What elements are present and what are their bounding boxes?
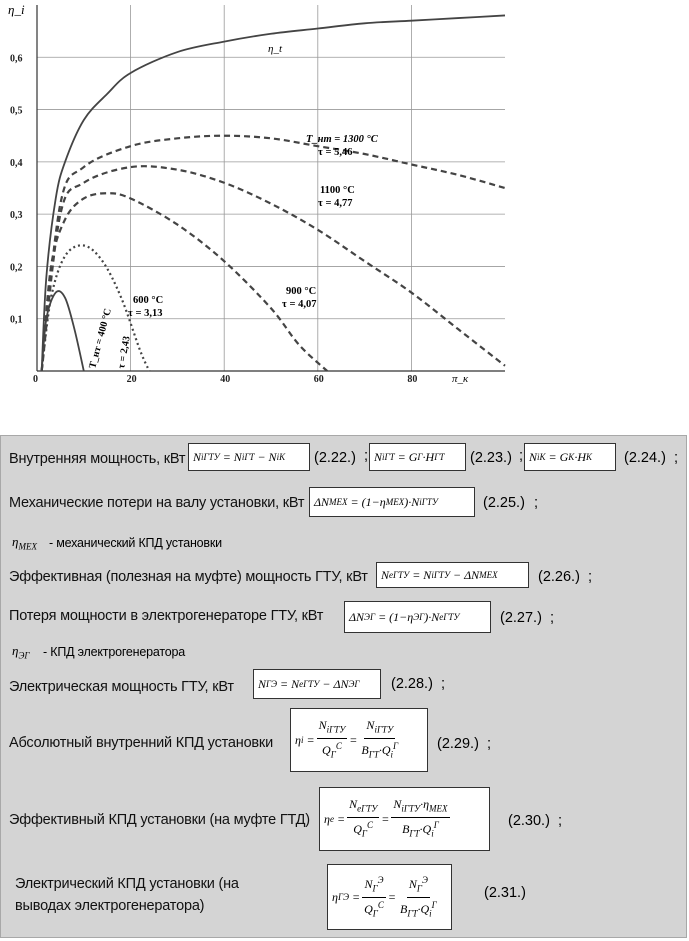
note-mech-efficiency: - механический КПД установки: [49, 536, 222, 550]
eq-number-228: (2.28.): [391, 676, 433, 692]
separator-229: ;: [487, 736, 492, 752]
separator-222: ;: [364, 448, 369, 464]
annotation-tau-243: τ = 2,43: [116, 335, 133, 370]
eq-number-231: (2.31.): [484, 885, 526, 901]
formula-box-224: N iK = G K ·H K: [524, 443, 616, 471]
eq-number-223: (2.23.): [470, 450, 512, 466]
label-effective-efficiency: Эффективный КПД установки (на муфте ГТД): [9, 812, 310, 828]
symbol-eta-mex: $\eta_{МЕХ}$: [12, 534, 37, 552]
x-tick-label: 20: [126, 374, 137, 385]
formula-box-230: η e = $\frac{N_{eГТУ}}{Q_Г^C}$ = $\frac{N_{iГТУ}\cdot\eta_{МЕХ}}{B_{ГТ}\cdot Q_i^Г}$: [319, 787, 490, 851]
chart-ticks: [10, 53, 417, 385]
y-tick-label: 0,3: [10, 210, 23, 222]
eq-number-226: (2.26.): [538, 569, 580, 585]
eq-number-225: (2.25.): [483, 495, 525, 511]
formula-box-222: N iГТУ = N iГТ − N iK: [188, 443, 310, 471]
formula-box-229: η i = $\frac{N_{iГТУ}}{Q_Г^C}$ = $\frac{N_{iГТУ}}{B_{ГТ}\cdot Q_i^Г}$: [290, 708, 428, 772]
note-generator-efficiency: - КПД электрогенератора: [43, 645, 185, 659]
formula-box-231: η Г Э = $\frac{N_Г^Э}{Q_Г^C}$ = $\frac{N_Г^Э}{B_{ГТ}\cdot Q_i^Г}$: [327, 864, 452, 930]
label-generator-loss: Потеря мощности в электрогенераторе ГТУ, кВт: [9, 608, 324, 624]
series-line-4: [42, 166, 505, 371]
y-tick-label: 0,2: [10, 262, 23, 274]
y-tick-label: 0,6: [10, 53, 23, 65]
annotation-900: 900 °C: [286, 286, 317, 297]
y-tick-label: 0,1: [10, 314, 23, 326]
eq-number-230: (2.30.): [508, 813, 550, 829]
x-axis-label: π_к: [452, 373, 469, 385]
annotation-tau-407: τ = 4,07: [282, 299, 317, 310]
annotation-400: T_нт = 400 °C: [87, 307, 114, 370]
eq-number-224: (2.24.): [624, 450, 666, 466]
eq-number-229: (2.29.): [437, 736, 479, 752]
label-internal-power: Внутренняя мощность, кВт: [9, 451, 186, 467]
separator-228: ;: [441, 676, 446, 692]
formula-box-225: ΔN МЕХ = (1−η МЕХ )·N iГТУ: [309, 487, 475, 517]
x-tick-label: 60: [313, 374, 324, 385]
series-line-5: [42, 136, 505, 371]
y-tick-label: 0,4: [10, 157, 23, 169]
annotation-600: 600 °C: [133, 295, 164, 306]
separator-226: ;: [588, 569, 593, 585]
formula-panel: [0, 435, 687, 938]
annotation-eta-t: η_t: [268, 43, 283, 55]
eq-number-227: (2.27.): [500, 610, 542, 626]
eq-number-222: (2.22.): [314, 450, 356, 466]
annotation-tau-546: τ = 5,46: [318, 147, 353, 158]
formula-box-226: N eГТУ = N iГТУ − ΔN МЕХ: [376, 562, 529, 588]
annotation-tau-313: τ = 3,13: [128, 308, 163, 319]
annotation-tau-477: τ = 4,77: [318, 198, 353, 209]
annotation-1300: T_нт = 1300 °C: [306, 134, 378, 145]
separator-223: ;: [519, 448, 524, 464]
separator-225: ;: [534, 495, 539, 511]
formula-box-227: ΔN ЭГ = (1−η ЭГ )·N eГТУ: [344, 601, 491, 633]
formula-box-228: N Г Э = N eГТУ − ΔN ЭГ: [253, 669, 381, 699]
label-effective-power: Эффективная (полезная на муфте) мощность ГТУ, кВт: [9, 569, 368, 585]
label-abs-internal-efficiency: Абсолютный внутренний КПД установки: [9, 735, 273, 751]
x-tick-label: 0: [33, 374, 38, 385]
label-electric-efficiency-line2: выводах электрогенератора): [15, 898, 205, 914]
efficiency-chart: [0, 0, 520, 385]
symbol-eta-eg: $\eta_{ЭГ}$: [12, 643, 30, 661]
label-mech-losses: Механические потери на валу установки, кВт: [9, 495, 305, 511]
y-axis-label: η_i: [8, 2, 25, 17]
y-tick-label: 0,5: [10, 105, 23, 117]
series-line-3: [42, 193, 327, 371]
label-electric-power: Электрическая мощность ГТУ, кВт: [9, 679, 234, 695]
x-tick-label: 80: [407, 374, 418, 385]
series-line-1: [42, 291, 84, 371]
separator-224: ;: [674, 450, 679, 466]
annotation-1100: 1100 °C: [320, 185, 355, 196]
formula-box-223: N iГТ = G Г ·H ГТ: [369, 443, 466, 471]
label-electric-efficiency-line1: Электрический КПД установки (на: [15, 876, 239, 892]
x-tick-label: 40: [220, 374, 231, 385]
separator-227: ;: [550, 610, 555, 626]
separator-230: ;: [558, 813, 563, 829]
